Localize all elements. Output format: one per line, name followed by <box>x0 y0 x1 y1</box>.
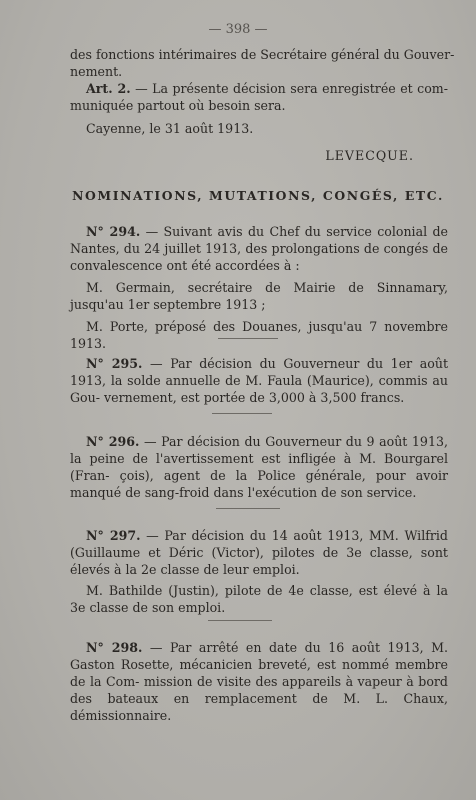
entry-298 <box>70 639 448 724</box>
entry-number: N° 294. <box>86 224 141 239</box>
article-2-label: Art. 2. <box>86 81 131 96</box>
entry-296 <box>70 433 448 501</box>
entry-number: N° 295. <box>86 356 143 371</box>
article-2-text: — La présente décision sera enregistrée et com- muniquée partout où besoin sera. <box>70 81 449 113</box>
entry-text: — Par décision du 14 août 1913, MM. Wilfrid (Guillaume et Déric (Victor), pilotes de 3e classe, sont élevés à la 2e classe de leur emploi. <box>70 528 448 577</box>
article-2 <box>70 80 448 114</box>
section-title: NOMINATIONS, MUTATIONS, CONGÉS, ETC. <box>72 188 444 203</box>
entry-297-body <box>70 527 448 578</box>
place-date: Cayenne, le 31 août 1913. <box>86 121 254 136</box>
entry-number: N° 297. <box>86 528 141 543</box>
separator-rule <box>216 508 280 509</box>
separator-rule <box>208 620 272 621</box>
entry-item: M. Bathilde (Justin), pilote de 4e classe, est élevé à la 3e classe de son emploi. <box>70 583 448 615</box>
separator-rule <box>218 338 278 339</box>
intro-line-2: nement. <box>70 64 123 79</box>
intro-line-1: des fonctions intérimaires de Secrétaire général du Gouver- <box>70 47 455 62</box>
entry-294 <box>70 223 448 352</box>
entry-297 <box>70 527 448 616</box>
entry-text: — Par arrêté en date du 16 août 1913, M. Gaston Rosette, mécanicien breveté, est nommé membre de la Com- mission de visite des appareils à vapeur à bord des bateaux en remplacement de M. L. Chaux, démissionnaire. <box>70 640 448 723</box>
entry-number: N° 296. <box>86 434 140 449</box>
entry-text: — Par décision du Gouverneur du 9 août 1913, la peine de l'avertissement est infligée à M. Bourgarel (Fran- çois), agent de la Police générale, pour avoir manqué de sang-froid dans l'exécution de son service. <box>70 434 448 500</box>
signature: LEVECQUE. <box>325 148 414 163</box>
entry-text: — Par décision du Gouverneur du 1er août 1913, la solde annuelle de M. Faula (Maurice), commis au Gou- vernement, est portée de 3,000 à 3,500 francs. <box>70 356 449 405</box>
entry-296-body <box>70 433 448 501</box>
separator-rule <box>212 413 272 414</box>
entry-text: — Suivant avis du Chef du service colonial de Nantes, du 24 juillet 1913, des prolongations de congés de convalescence ont été accordées à : <box>70 224 448 273</box>
intro-block <box>70 46 455 164</box>
entry-item: M. Porte, préposé des Douanes, jusqu'au 7 novembre 1913. <box>70 319 448 351</box>
entry-item: M. Germain, secrétaire de Mairie de Sinnamary, jusqu'au 1er septembre 1913 ; <box>70 280 448 312</box>
entry-294-body <box>70 223 448 274</box>
entry-295-body <box>70 355 448 406</box>
entry-number: N° 298. <box>86 640 143 655</box>
entry-295 <box>70 355 448 406</box>
page-number: — 398 — <box>208 22 268 37</box>
entry-298-body <box>70 639 448 724</box>
